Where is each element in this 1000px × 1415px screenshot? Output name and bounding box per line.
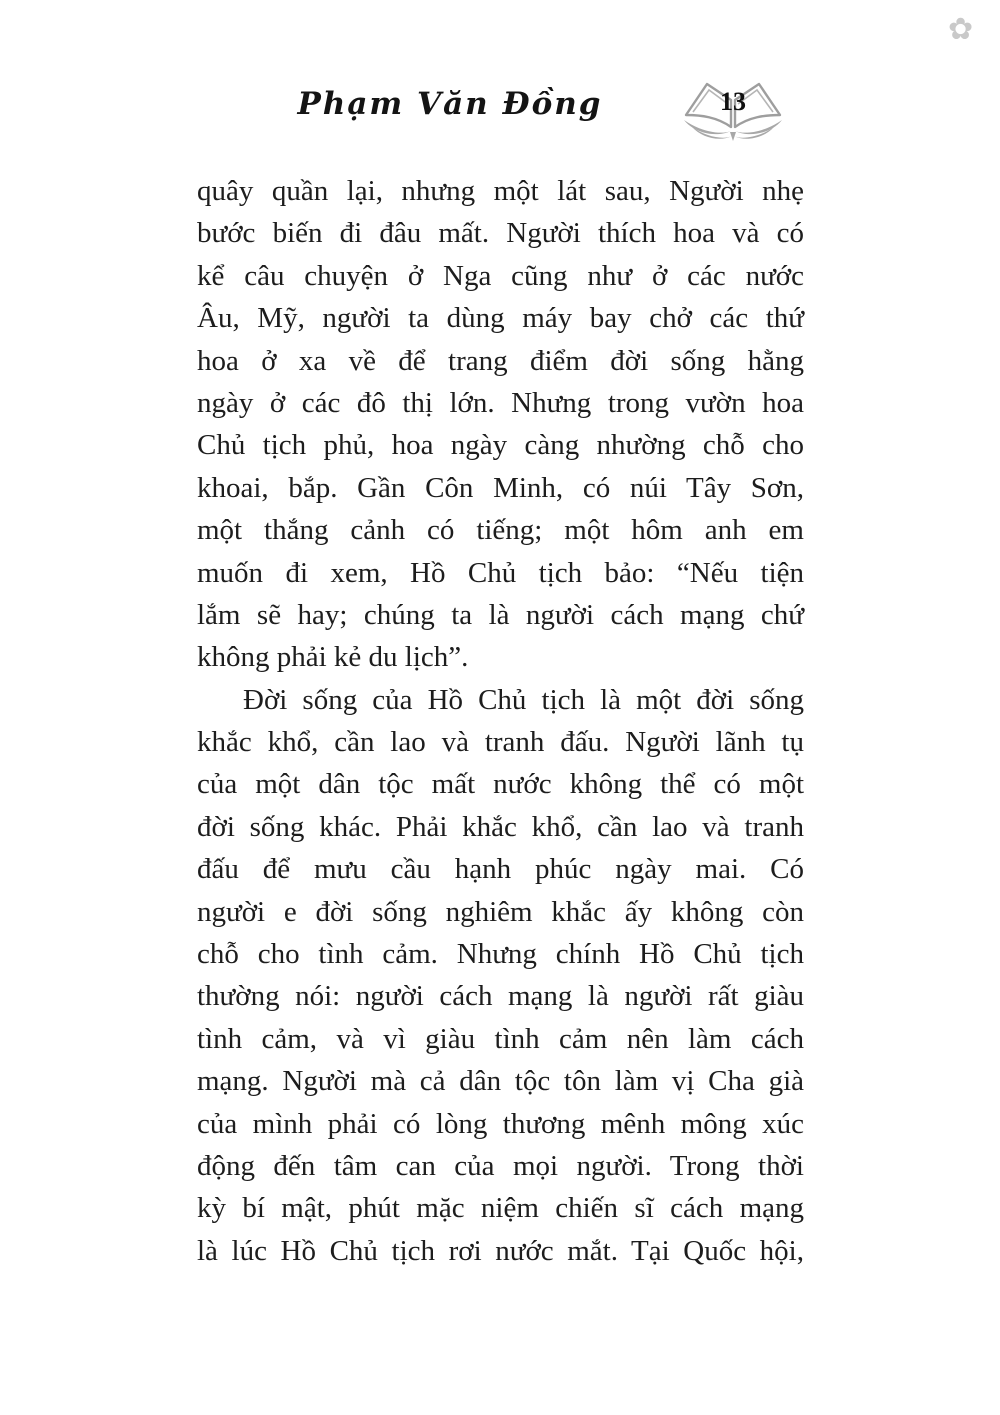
text-line: kỳ bí mật, phút mặc niệm chiến sĩ cách mạng bbox=[197, 1192, 804, 1225]
text-line: khắc khổ, cần lao và tranh đấu. Người lãnh tụ bbox=[197, 726, 804, 759]
open-book-page-number-icon bbox=[679, 79, 787, 143]
text-line: mạng. Người mà cả dân tộc tôn làm vị Cha già bbox=[197, 1065, 804, 1098]
text-line: đời sống khác. Phải khắc khổ, cần lao và tranh bbox=[197, 810, 804, 843]
text-line: của mình phải có lòng thương mênh mông xúc bbox=[197, 1107, 804, 1140]
body-text bbox=[197, 170, 804, 1272]
text-line: Đời sống của Hồ Chủ tịch là một đời sống bbox=[243, 683, 804, 716]
text-line: ngày ở các đô thị lớn. Nhưng trong vườn hoa bbox=[197, 386, 804, 419]
text-line: lắm sẽ hay; chúng ta là người cách mạng chứ bbox=[197, 598, 804, 631]
text-line: hoa ở xa về để trang điểm đời sống hằng bbox=[197, 344, 804, 377]
running-header-author: Phạm Văn Đồng bbox=[297, 86, 603, 122]
text-line: Âu, Mỹ, người ta dùng máy bay chở các thứ bbox=[197, 302, 804, 335]
text-line: muốn đi xem, Hồ Chủ tịch bảo: “Nếu tiện bbox=[197, 556, 804, 589]
text-line: thường nói: người cách mạng là người rất giàu bbox=[197, 980, 804, 1013]
text-line: quây quần lại, nhưng một lát sau, Người nhẹ bbox=[197, 175, 804, 207]
text-line: tình cảm, và vì giàu tình cảm nên làm cách bbox=[197, 1022, 804, 1055]
text-line: của một dân tộc mất nước không thể có một bbox=[197, 768, 804, 801]
text-line: đấu để mưu cầu hạnh phúc ngày mai. Có bbox=[197, 853, 804, 886]
text-line: là lúc Hồ Chủ tịch rơi nước mắt. Tại Quốc hội, bbox=[197, 1234, 804, 1267]
text-line: khoai, bắp. Gần Côn Minh, có núi Tây Sơn, bbox=[197, 471, 804, 504]
text-line: bước biến đi đâu mất. Người thích hoa và có bbox=[197, 217, 804, 250]
flower-ornament-icon: ✿ bbox=[948, 12, 974, 47]
text-line: kể câu chuyện ở Nga cũng như ở các nước bbox=[197, 259, 804, 292]
text-line: động đến tâm can của mọi người. Trong thời bbox=[197, 1149, 804, 1182]
text-line: không phải kẻ du lịch”. bbox=[197, 641, 469, 674]
text-line: một thắng cảnh có tiếng; một hôm anh em bbox=[197, 514, 804, 547]
text-line: chỗ cho tình cảm. Nhưng chính Hồ Chủ tịch bbox=[197, 938, 804, 971]
text-line: người e đời sống nghiêm khắc ấy không còn bbox=[197, 895, 804, 928]
text-line: Chủ tịch phủ, hoa ngày càng nhường chỗ cho bbox=[197, 429, 804, 462]
page-number: 13 bbox=[720, 87, 746, 116]
